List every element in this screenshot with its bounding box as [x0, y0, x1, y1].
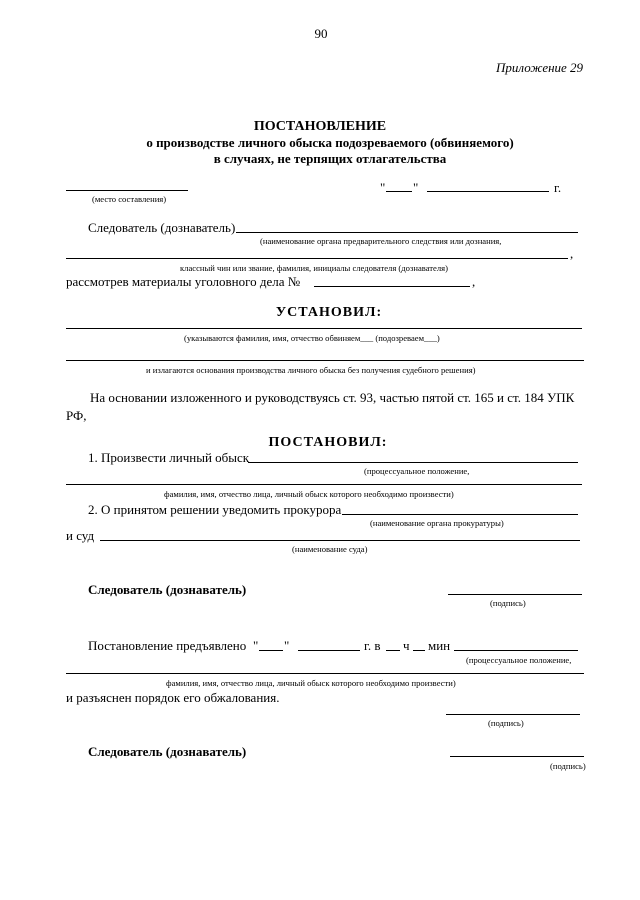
document-subtitle-line1: о производстве личного обыска подозреваемого (обвиняемого) [146, 135, 514, 150]
presentation-open-quote: " [253, 638, 259, 653]
signature1-caption: (подпись) [490, 598, 526, 608]
presentation-close-quote: " [284, 638, 290, 653]
presentation-caption1: (процессуальное положение, [466, 655, 572, 665]
case-number-line[interactable] [314, 286, 470, 287]
signature2-label: Следователь (дознаватель) [88, 744, 247, 759]
resolved-item1-caption1: (процессуальное положение, [364, 466, 470, 476]
resolved-item1-line2[interactable] [66, 484, 582, 485]
presentation-explained: и разъяснен порядок его обжалования. [66, 690, 280, 705]
investigator-comma: , [570, 246, 574, 261]
presentation-month-line[interactable] [298, 650, 360, 651]
date-open-quote: " [380, 180, 386, 195]
resolved-item2: 2. О принятом решении уведомить прокурора [88, 502, 342, 517]
presentation-person-line[interactable] [454, 650, 578, 651]
established-line1[interactable] [66, 328, 582, 329]
investigator-field-line[interactable] [236, 232, 578, 233]
established-heading: УСТАНОВИЛ: [275, 305, 383, 320]
investigator-caption1: (наименование органа предварительного следствия или дознания, [260, 236, 502, 246]
resolved-item1-line[interactable] [248, 462, 578, 463]
presentation-hours: ч [403, 638, 410, 653]
resolved-heading: ПОСТАНОВИЛ: [268, 435, 388, 450]
court-caption: (наименование суда) [292, 544, 368, 554]
resolved-item2-line[interactable] [342, 514, 578, 515]
established-caption1: (указываются фамилия, имя, отчество обвиняем___ (подозреваем___) [184, 333, 440, 343]
resolved-item1-caption2: фамилия, имя, отчество лица, личный обыск которого необходимо произвести) [164, 489, 454, 499]
resolved-item2-caption: (наименование органа прокуратуры) [370, 518, 504, 528]
signature1-label: Следователь (дознаватель) [88, 582, 247, 597]
resolved-item1: 1. Произвести личный обыск [88, 450, 250, 465]
date-close-quote: " [413, 180, 419, 195]
document-subtitle-line2: в случаях, не терпящих отлагательства [213, 151, 447, 166]
presentation-sign-caption: (подпись) [488, 718, 524, 728]
signature2-line[interactable] [450, 756, 584, 757]
established-caption2: и излагаются основания производства личного обыска без получения судебного решения) [146, 365, 476, 375]
presentation-sign-line[interactable] [446, 714, 580, 715]
basis-text-line1: На основании изложенного и руководствуясь ст. 93, частью пятой ст. 165 и ст. 184 УПК [90, 390, 575, 405]
presentation-day-line[interactable] [259, 650, 283, 651]
appendix-label: Приложение 29 [496, 60, 584, 75]
investigator-caption2: классный чин или звание, фамилия, инициалы следователя (дознавателя) [180, 263, 448, 273]
date-day-line[interactable] [386, 191, 412, 192]
presentation-minutes: мин [428, 638, 451, 653]
case-text: рассмотрев материалы уголовного дела № [66, 274, 301, 289]
date-month-line[interactable] [427, 191, 549, 192]
signature1-line[interactable] [448, 594, 582, 595]
presentation-text: Постановление предъявлено [88, 638, 247, 653]
case-comma: , [472, 274, 476, 289]
established-line2[interactable] [66, 360, 584, 361]
document-title: ПОСТАНОВЛЕНИЕ [253, 119, 387, 134]
presentation-year-h: г. в [364, 638, 381, 653]
presentation-caption2: фамилия, имя, отчество лица, личный обыск которого необходимо произвести) [166, 678, 456, 688]
presentation-hour-line[interactable] [386, 650, 400, 651]
presentation-line2[interactable] [66, 673, 584, 674]
presentation-minute-line[interactable] [413, 650, 425, 651]
date-year-suffix: г. [554, 180, 562, 195]
court-label: и суд [66, 528, 95, 543]
page-number: 90 [314, 26, 328, 41]
court-line[interactable] [100, 540, 580, 541]
place-caption: (место составления) [92, 194, 167, 204]
place-field-line[interactable] [66, 190, 188, 191]
basis-text-line2: РФ, [66, 408, 87, 423]
investigator-field-line2[interactable] [66, 258, 568, 259]
signature2-caption: (подпись) [550, 761, 586, 771]
investigator-label: Следователь (дознаватель) [88, 220, 236, 235]
